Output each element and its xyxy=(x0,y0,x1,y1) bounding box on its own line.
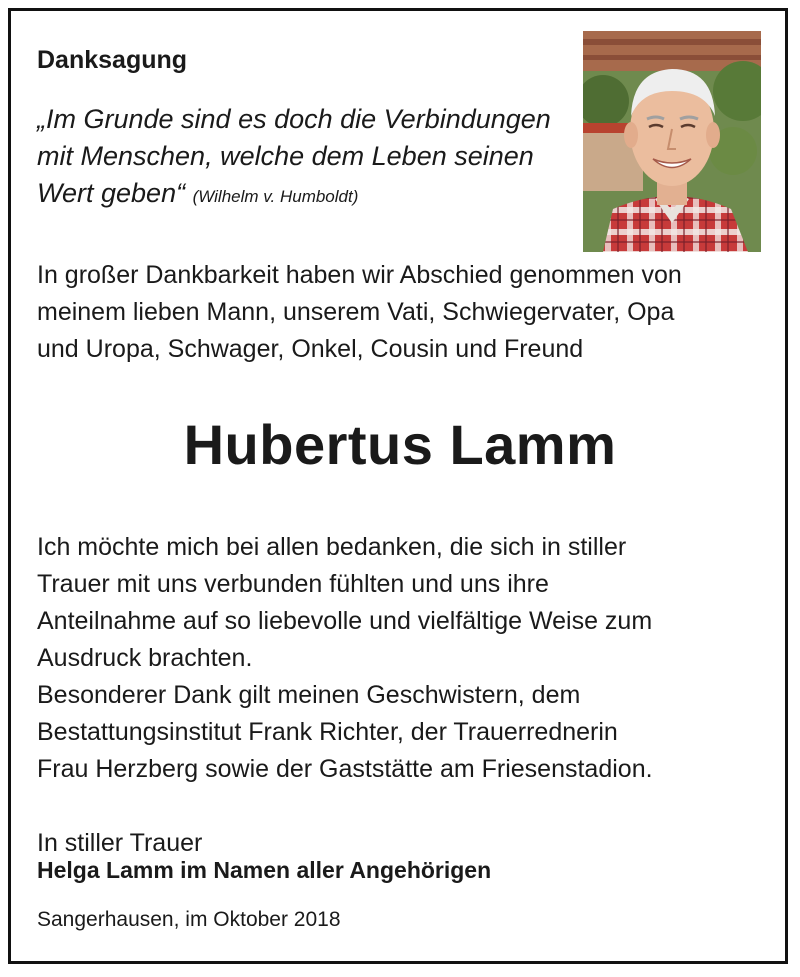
thanks-text xyxy=(37,529,777,788)
quote-line: Wert geben“ xyxy=(37,178,186,208)
thanks-line: Ich möchte mich bei allen bedanken, die sich in stiller xyxy=(37,533,627,561)
intro-line: In großer Dankbarkeit haben wir Abschied genommen von xyxy=(37,261,682,289)
place-date: Sangerhausen, im Oktober 2018 xyxy=(37,908,341,931)
notice-heading: Danksagung xyxy=(37,46,188,74)
quote-attribution: (Wilhelm v. Humboldt) xyxy=(192,187,359,206)
quote-block xyxy=(37,101,582,215)
signer-name: Helga Lamm im Namen aller Angehörigen xyxy=(37,857,492,883)
deceased-name: Hubertus Lamm xyxy=(183,413,617,476)
quote-line: mit Menschen, welche dem Leben seinen xyxy=(37,141,534,171)
thanks-line: Bestattungsinstitut Frank Richter, der Trauerrednerin xyxy=(37,718,618,746)
thanks-line: Besonderer Dank gilt meinen Geschwistern, dem xyxy=(37,681,581,709)
thanks-line: Frau Herzberg sowie der Gaststätte am Friesenstadion. xyxy=(37,755,653,783)
thanks-line: Trauer mit uns verbunden fühlten und uns ihre xyxy=(37,570,549,598)
portrait-photo xyxy=(583,31,761,252)
intro-text xyxy=(37,257,777,368)
intro-line: und Uropa, Schwager, Onkel, Cousin und Freund xyxy=(37,335,584,363)
closing-phrase: In stiller Trauer xyxy=(37,829,203,857)
quote-line-last xyxy=(37,175,582,215)
thanks-line: Anteilnahme auf so liebevolle und vielfältige Weise zum xyxy=(37,607,653,635)
quote-line: „Im Grunde sind es doch die Verbindungen xyxy=(37,104,551,134)
intro-line: meinem lieben Mann, unserem Vati, Schwiegervater, Opa xyxy=(37,298,675,326)
thanks-line: Ausdruck brachten. xyxy=(37,644,253,672)
